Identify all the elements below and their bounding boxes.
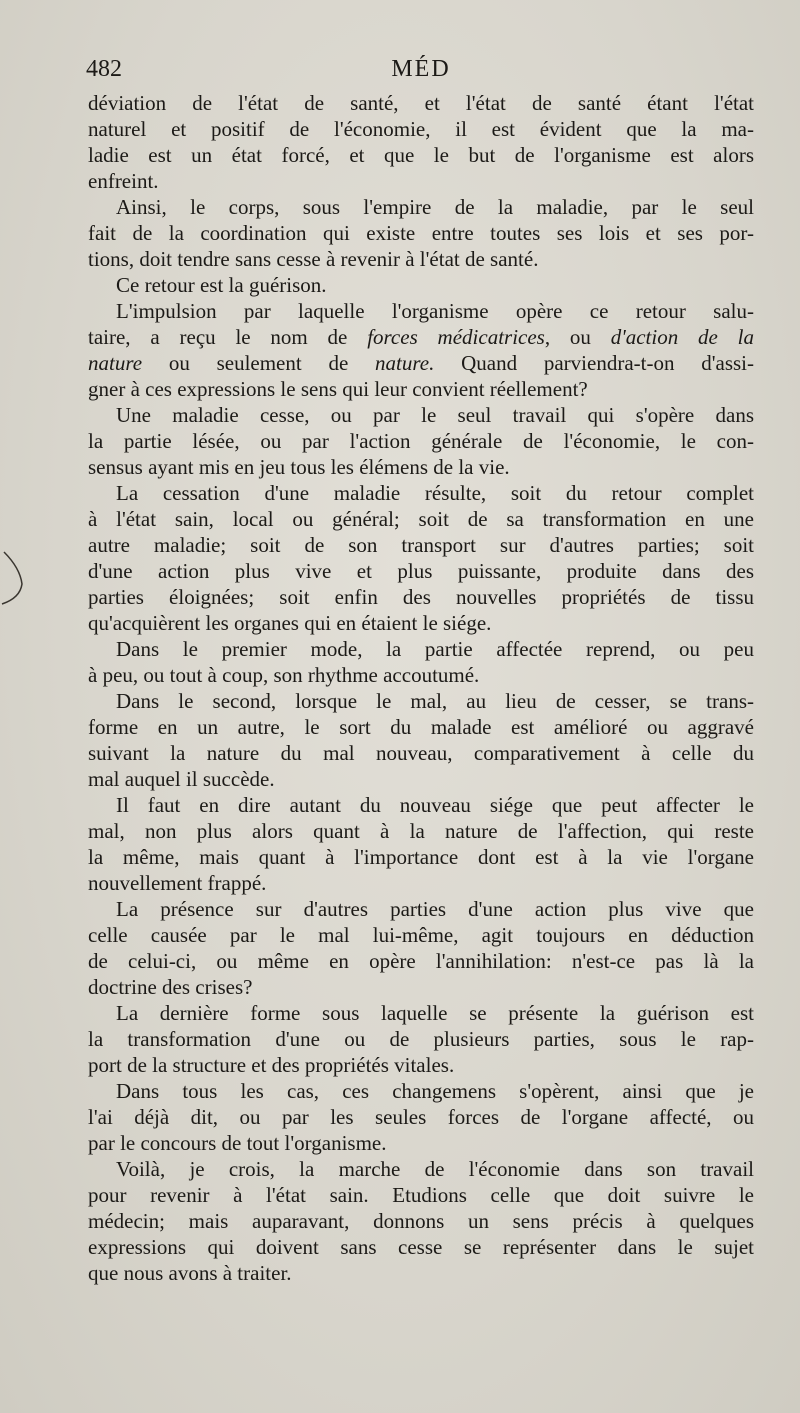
text-line: médecin; mais auparavant, donnons un sens précis à quelques bbox=[88, 1209, 754, 1233]
text-line: naturel et positif de l'économie, il est évident que la ma- bbox=[88, 117, 754, 141]
text-line: celle causée par le mal lui-même, agit toujours en déduction bbox=[88, 923, 754, 947]
text-line: Ce retour est la guérison. bbox=[116, 273, 327, 297]
text-line: déviation de l'état de santé, et l'état de santé étant l'état bbox=[88, 91, 754, 115]
text-line: enfreint. bbox=[88, 169, 159, 193]
text-line: tions, doit tendre sans cesse à revenir à l'état de santé. bbox=[88, 247, 539, 271]
text-line: ladie est un état forcé, et que le but de l'organisme est alors bbox=[88, 143, 754, 167]
text-line: sensus ayant mis en jeu tous les élémens de la vie. bbox=[88, 455, 510, 479]
text-line: la même, mais quant à l'importance dont est à la vie l'organe bbox=[88, 845, 754, 869]
text-line: Dans le premier mode, la partie affectée reprend, ou peu bbox=[116, 637, 754, 661]
running-head: MÉD bbox=[391, 56, 451, 82]
text-line: autre maladie; soit de son transport sur d'autres parties; soit bbox=[88, 533, 754, 557]
text-line: doctrine des crises? bbox=[88, 975, 253, 999]
text-line: l'ai déjà dit, ou par les seules forces de l'organe affecté, ou bbox=[88, 1105, 754, 1129]
text-line: gner à ces expressions le sens qui leur convient réellement? bbox=[88, 377, 588, 401]
text-line: mal, non plus alors quant à la nature de l'affection, qui reste bbox=[88, 819, 754, 843]
page-number: 482 bbox=[86, 56, 122, 82]
text-line: taire, a reçu le nom de forces médicatrices, ou d'action de la bbox=[88, 325, 754, 349]
text-line: Dans tous les cas, ces changemens s'opèrent, ainsi que je bbox=[116, 1079, 754, 1103]
text-line: Il faut en dire autant du nouveau siége que peut affecter le bbox=[116, 793, 754, 817]
text-line: pour revenir à l'état sain. Etudions celle que doit suivre le bbox=[88, 1183, 754, 1207]
text-line: port de la structure et des propriétés vitales. bbox=[88, 1053, 455, 1077]
text-line: nouvellement frappé. bbox=[88, 871, 267, 895]
text-line: La dernière forme sous laquelle se présente la guérison est bbox=[116, 1001, 754, 1025]
text-line: suivant la nature du mal nouveau, comparativement à celle du bbox=[88, 741, 754, 765]
text-line: La cessation d'une maladie résulte, soit du retour complet bbox=[116, 481, 754, 505]
body-text bbox=[88, 90, 754, 1286]
text-line: parties éloignées; soit enfin des nouvelles propriétés de tissu bbox=[88, 585, 754, 609]
text-line: qu'acquièrent les organes qui en étaient le siége. bbox=[88, 611, 492, 635]
text-line: expressions qui doivent sans cesse se représenter dans le sujet bbox=[88, 1235, 754, 1259]
text-line: Une maladie cesse, ou par le seul travail qui s'opère dans bbox=[116, 403, 754, 427]
page-header bbox=[86, 56, 756, 88]
text-line: par le concours de tout l'organisme. bbox=[88, 1131, 387, 1155]
text-line: L'impulsion par laquelle l'organisme opère ce retour salu- bbox=[116, 299, 754, 323]
text-line: nature ou seulement de nature. Quand parviendra-t-on d'assi- bbox=[88, 351, 754, 375]
text-line: de celui-ci, ou même en opère l'annihilation: n'est-ce pas là la bbox=[88, 949, 754, 973]
text-line: à l'état sain, local ou général; soit de sa transformation en une bbox=[88, 507, 754, 531]
text-line: la partie lésée, ou par l'action générale de l'économie, le con- bbox=[88, 429, 754, 453]
text-line: Ainsi, le corps, sous l'empire de la maladie, par le seul bbox=[116, 195, 754, 219]
text-line: d'une action plus vive et plus puissante, produite dans des bbox=[88, 559, 754, 583]
text-line: la transformation d'une ou de plusieurs parties, sous le rap- bbox=[88, 1027, 754, 1051]
text-line: La présence sur d'autres parties d'une action plus vive que bbox=[116, 897, 754, 921]
text-line: que nous avons à traiter. bbox=[88, 1261, 292, 1285]
text-line: Voilà, je crois, la marche de l'économie dans son travail bbox=[116, 1157, 754, 1181]
text-line: fait de la coordination qui existe entre toutes ses lois et ses por- bbox=[88, 221, 754, 245]
text-line: mal auquel il succède. bbox=[88, 767, 275, 791]
text-line: Dans le second, lorsque le mal, au lieu de cesser, se trans- bbox=[116, 689, 754, 713]
text-line: forme en un autre, le sort du malade est amélioré ou aggravé bbox=[88, 715, 754, 739]
margin-bracket-mark bbox=[0, 548, 38, 608]
text-line: à peu, ou tout à coup, son rhythme accoutumé. bbox=[88, 663, 480, 687]
